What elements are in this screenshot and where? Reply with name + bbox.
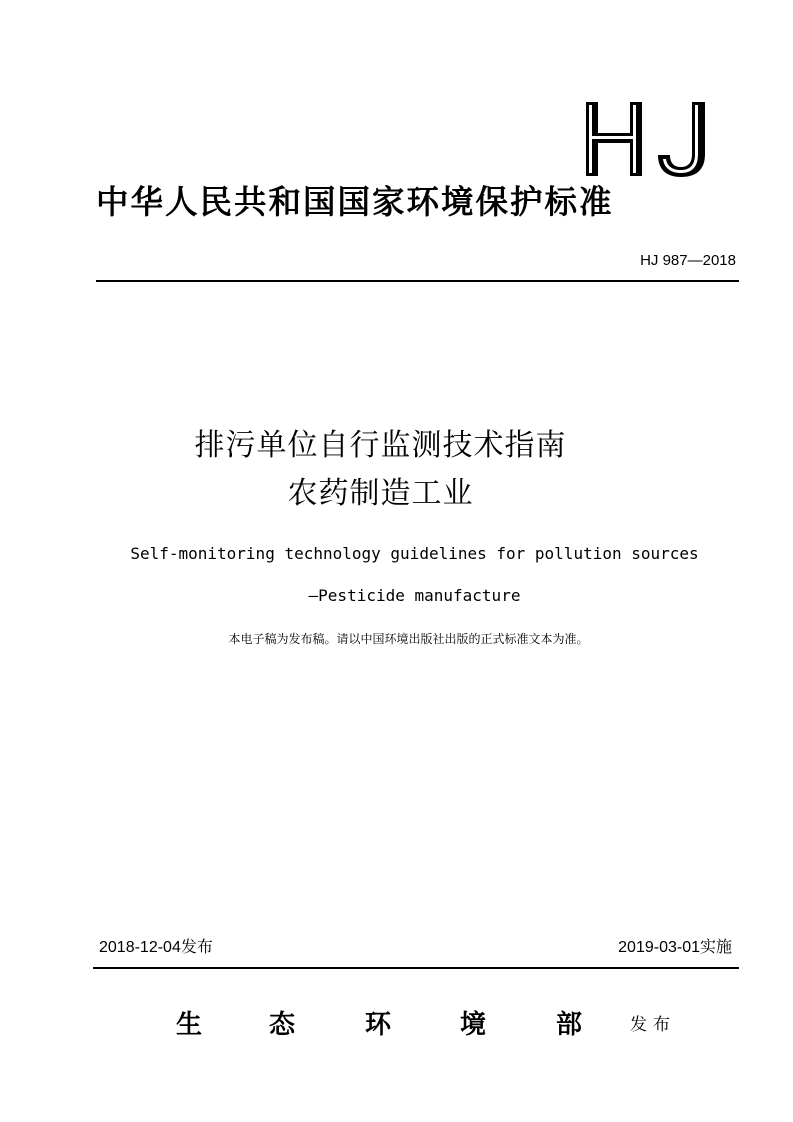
issuer-char: 生 [176, 1010, 203, 1040]
issue-date: 2018-12-04发布 [99, 939, 213, 956]
issuer-suffix: 发布 [630, 1015, 676, 1035]
footer-divider [93, 967, 739, 969]
org-title: 中华人民共和国国家环境保护标准 [96, 183, 614, 221]
issuer-char: 境 [460, 1010, 487, 1040]
draft-note: 本电子稿为发布稿。请以中国环境出版社出版的正式标准文本为准。 [228, 632, 589, 646]
effective-date: 2019-03-01实施 [618, 939, 732, 956]
header-divider [96, 280, 739, 282]
document-title-line1: 排污单位自行监测技术指南 [194, 428, 567, 463]
hj-logo [584, 100, 724, 180]
standard-number: HJ 987—2018 [640, 252, 736, 269]
issuer-char: 环 [365, 1010, 392, 1040]
english-title-line2: —Pesticide manufacture [308, 586, 521, 605]
issuer-char: 部 [556, 1010, 583, 1040]
document-title-line2: 农药制造工业 [287, 476, 474, 511]
issuer-char: 态 [269, 1010, 296, 1040]
english-title-line1: Self-monitoring technology guidelines for pollution sources [130, 544, 699, 563]
